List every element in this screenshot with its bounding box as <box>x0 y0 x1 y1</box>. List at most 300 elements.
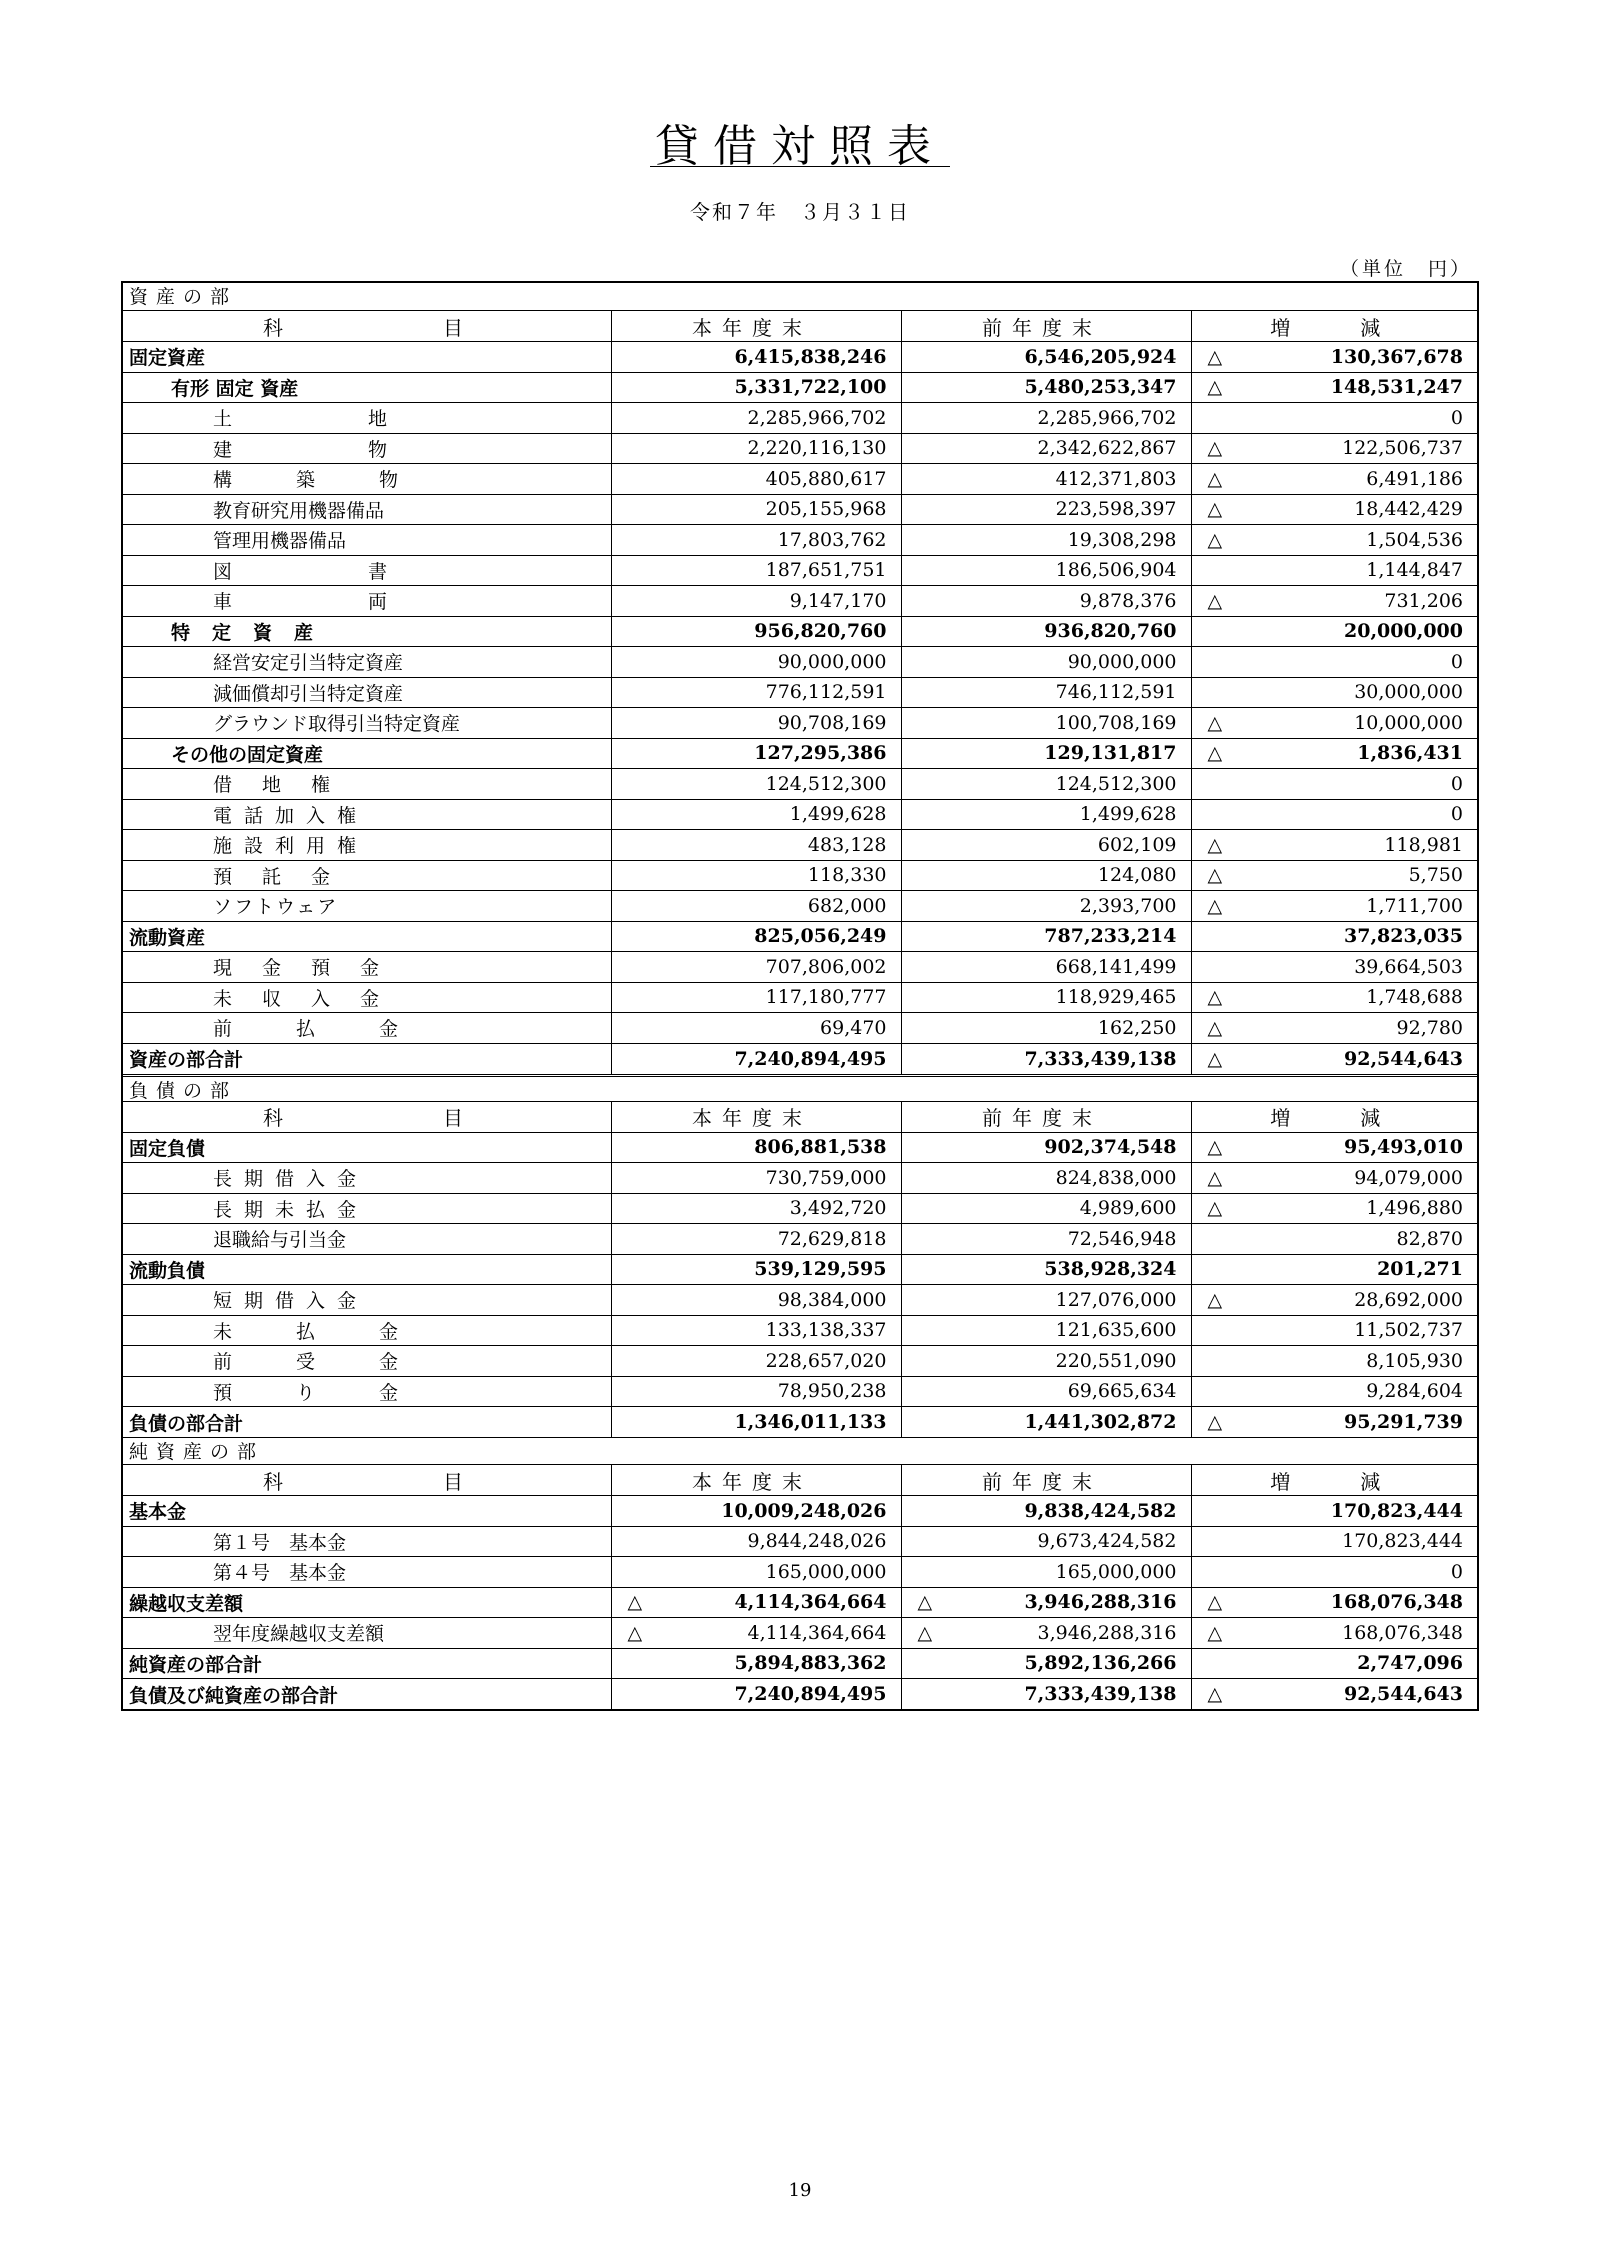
decrease-mark: △ <box>1207 1047 1223 1070</box>
table-cell: 5,331,722,100 <box>611 372 901 403</box>
decrease-mark: △ <box>1207 1136 1223 1159</box>
table-cell: その他の固定資産 <box>123 738 611 769</box>
header-account <box>123 1102 611 1133</box>
table-cell <box>1191 1163 1477 1194</box>
decrease-mark: △ <box>1207 345 1223 368</box>
cell-value: 9,844,248,026 <box>747 1530 887 1553</box>
table-cell: 118,330 <box>611 860 901 891</box>
table-cell: 127,076,000 <box>901 1285 1191 1316</box>
table-cell: 124,512,300 <box>611 769 901 800</box>
header-current: 本年度末 <box>611 1465 901 1496</box>
table-cell <box>611 1557 901 1588</box>
table-row <box>123 1224 1477 1255</box>
table-cell <box>1191 1132 1477 1163</box>
table-cell <box>1191 1587 1477 1618</box>
table-row <box>123 708 1477 739</box>
decrease-mark: △ <box>1207 894 1223 917</box>
table-cell: 1,499,628 <box>611 799 901 830</box>
cell-value: 7,240,894,495 <box>734 1683 887 1705</box>
cell-value: 3,946,288,316 <box>1037 1621 1177 1644</box>
table-row <box>123 952 1477 983</box>
decrease-mark: △ <box>917 1591 933 1614</box>
cell-value: 18,442,429 <box>1354 498 1463 521</box>
cell-value: 1,504,536 <box>1366 528 1463 551</box>
cell-value: 148,531,247 <box>1330 376 1463 399</box>
table-cell <box>901 1557 1191 1588</box>
table-cell <box>1191 494 1477 525</box>
table-cell: 78,950,238 <box>611 1376 901 1407</box>
decrease-mark: △ <box>1207 864 1223 887</box>
table-cell <box>1191 830 1477 861</box>
decrease-mark: △ <box>1207 1591 1223 1614</box>
cell-value: 6,491,186 <box>1366 467 1463 490</box>
decrease-mark: △ <box>1207 711 1223 734</box>
table-cell: 1,346,011,133 <box>611 1407 901 1438</box>
table-cell: 129,131,817 <box>901 738 1191 769</box>
table-cell: 7,240,894,495 <box>611 1043 901 1074</box>
table-cell: 787,233,214 <box>901 921 1191 952</box>
decrease-mark: △ <box>1207 1621 1223 1644</box>
table-row <box>123 403 1477 434</box>
table-row <box>123 1043 1477 1074</box>
table-cell <box>1191 464 1477 495</box>
table-cell <box>901 1618 1191 1649</box>
table-cell <box>901 1496 1191 1527</box>
table-cell: 72,629,818 <box>611 1224 901 1255</box>
table-cell: 228,657,020 <box>611 1346 901 1377</box>
table-row <box>123 1346 1477 1377</box>
table-cell: 有形 固定 資産 <box>123 372 611 403</box>
table-cell: 第１号 基本金 <box>123 1526 611 1557</box>
table-row <box>123 494 1477 525</box>
table-row <box>123 830 1477 861</box>
table-cell: 9,147,170 <box>611 586 901 617</box>
cell-value: 11,502,737 <box>1354 1319 1463 1342</box>
cell-value: 9,673,424,582 <box>1037 1530 1177 1553</box>
table-cell: 9,878,376 <box>901 586 1191 617</box>
table-cell: 124,512,300 <box>901 769 1191 800</box>
table-cell: 固定負債 <box>123 1132 611 1163</box>
table-cell: 824,838,000 <box>901 1163 1191 1194</box>
table-cell: 構築物 <box>123 464 611 495</box>
table-cell: 建物 <box>123 433 611 464</box>
cell-value: 165,000,000 <box>765 1560 887 1583</box>
table-cell: 預託金 <box>123 860 611 891</box>
table-cell <box>1191 891 1477 922</box>
table-row <box>123 1526 1477 1557</box>
decrease-mark: △ <box>1207 498 1223 521</box>
cell-value: 0 <box>1450 803 1463 826</box>
header-change: 増 減 <box>1191 311 1477 342</box>
table-cell: 72,546,948 <box>901 1224 1191 1255</box>
cell-value: 0 <box>1450 406 1463 429</box>
table-cell: 730,759,000 <box>611 1163 901 1194</box>
table-cell: 133,138,337 <box>611 1315 901 1346</box>
decrease-mark: △ <box>1207 1197 1223 1220</box>
table-cell: 90,000,000 <box>901 647 1191 678</box>
table-cell <box>1191 525 1477 556</box>
table-cell: 管理用機器備品 <box>123 525 611 556</box>
table-cell: 3,492,720 <box>611 1193 901 1224</box>
decrease-mark: △ <box>627 1591 643 1614</box>
cell-value: 0 <box>1450 1560 1463 1583</box>
header-previous: 前年度末 <box>901 1465 1191 1496</box>
cell-value: 122,506,737 <box>1342 437 1463 460</box>
table-cell <box>1191 860 1477 891</box>
cell-value: 1,711,700 <box>1366 894 1463 917</box>
table-cell: 固定資産 <box>123 342 611 373</box>
cell-value: 168,076,348 <box>1342 1621 1463 1644</box>
header-previous: 前年度末 <box>901 1102 1191 1133</box>
table-cell: 707,806,002 <box>611 952 901 983</box>
table-row <box>123 647 1477 678</box>
table-cell: 90,708,169 <box>611 708 901 739</box>
table-cell: 936,820,760 <box>901 616 1191 647</box>
cell-value: 目 <box>443 315 463 340</box>
cell-value: 30,000,000 <box>1354 681 1463 704</box>
table-cell: 483,128 <box>611 830 901 861</box>
table-cell: 4,989,600 <box>901 1193 1191 1224</box>
table-row <box>123 433 1477 464</box>
table-cell: 短期借入金 <box>123 1285 611 1316</box>
cell-value: 20,000,000 <box>1344 620 1463 643</box>
cell-value: 目 <box>443 1106 463 1130</box>
table-row <box>123 616 1477 647</box>
cell-value: 9,838,424,582 <box>1024 1499 1177 1522</box>
table-row <box>123 677 1477 708</box>
table-cell <box>1191 372 1477 403</box>
table-cell: 19,308,298 <box>901 525 1191 556</box>
table-cell: 未払金 <box>123 1315 611 1346</box>
table-cell: 2,393,700 <box>901 891 1191 922</box>
cell-value: 4,114,364,664 <box>747 1621 887 1644</box>
table-cell: 繰越収支差額 <box>123 1587 611 1618</box>
table-cell <box>1191 921 1477 952</box>
decrease-mark: △ <box>627 1621 643 1644</box>
table-cell: 基本金 <box>123 1496 611 1527</box>
table-cell: 土地 <box>123 403 611 434</box>
section-assets: 資産の部 <box>123 283 1477 311</box>
cell-value: 10,000,000 <box>1354 711 1463 734</box>
table-cell: 2,342,622,867 <box>901 433 1191 464</box>
cell-value: 92,544,643 <box>1344 1683 1463 1705</box>
decrease-mark: △ <box>1207 1288 1223 1311</box>
table-cell <box>1191 952 1477 983</box>
table-cell <box>611 1618 901 1649</box>
table-cell <box>1191 1679 1477 1710</box>
table-row <box>123 1407 1477 1438</box>
cell-value: 95,291,739 <box>1344 1411 1463 1433</box>
table-cell: 2,285,966,702 <box>611 403 901 434</box>
cell-value: 170,823,444 <box>1330 1499 1463 1522</box>
table-row <box>123 738 1477 769</box>
cell-value: 10,009,248,026 <box>721 1499 887 1522</box>
table-cell: 186,506,904 <box>901 555 1191 586</box>
cell-value: 5,750 <box>1408 864 1463 887</box>
header-row <box>123 1465 1477 1496</box>
decrease-mark: △ <box>1207 437 1223 460</box>
table-row <box>123 921 1477 952</box>
table-cell: 746,112,591 <box>901 677 1191 708</box>
title-underline <box>650 166 950 167</box>
table-cell <box>1191 769 1477 800</box>
page-number: 19 <box>788 2180 812 2201</box>
table-cell: 220,551,090 <box>901 1346 1191 1377</box>
report-date: 令和７年 ３月３１日 <box>690 200 910 224</box>
table-cell: 負債の部合計 <box>129 1412 244 1435</box>
table-cell: 69,665,634 <box>901 1376 1191 1407</box>
decrease-mark: △ <box>1207 1166 1223 1189</box>
cell-value: 2,747,096 <box>1357 1652 1463 1675</box>
table-cell <box>1191 738 1477 769</box>
table-cell <box>901 1648 1191 1679</box>
table-row <box>123 1496 1477 1527</box>
table-cell: 施設利用権 <box>123 830 611 861</box>
cell-value: 4,114,364,664 <box>734 1591 887 1614</box>
table-cell <box>1191 1376 1477 1407</box>
table-cell <box>1191 1648 1477 1679</box>
table-cell: 減価償却引当特定資産 <box>123 677 611 708</box>
table-row <box>123 1193 1477 1224</box>
page-title: 貸借対照表 <box>655 121 945 172</box>
table-cell <box>1191 1557 1477 1588</box>
table-cell: 7,333,439,138 <box>901 1043 1191 1074</box>
table-cell: 6,546,205,924 <box>901 342 1191 373</box>
table-row <box>123 342 1477 373</box>
cell-value: 5,892,136,266 <box>1024 1652 1177 1675</box>
table-row <box>123 586 1477 617</box>
cell-value: 170,823,444 <box>1342 1530 1463 1553</box>
table-cell <box>1191 1407 1477 1438</box>
table-row <box>123 1376 1477 1407</box>
table-cell: 前受金 <box>123 1346 611 1377</box>
table-cell: 経営安定引当特定資産 <box>123 647 611 678</box>
table-row <box>123 1618 1477 1649</box>
table-cell: 118,929,465 <box>901 982 1191 1013</box>
table-cell: 69,470 <box>611 1013 901 1044</box>
cell-value: 92,780 <box>1396 1016 1463 1039</box>
assets-table <box>123 311 1477 1074</box>
table-cell: 682,000 <box>611 891 901 922</box>
cell-value: 165,000,000 <box>1055 1560 1177 1583</box>
table-cell <box>1191 403 1477 434</box>
table-row <box>123 1132 1477 1163</box>
decrease-mark: △ <box>1207 833 1223 856</box>
table-cell <box>1191 586 1477 617</box>
table-cell: 90,000,000 <box>611 647 901 678</box>
table-row <box>123 1587 1477 1618</box>
decrease-mark: △ <box>1207 986 1223 1009</box>
table-cell: 1,441,302,872 <box>901 1407 1191 1438</box>
cell-value: 科 <box>263 1106 283 1130</box>
table-cell: 127,295,386 <box>611 738 901 769</box>
table-cell <box>1191 616 1477 647</box>
table-cell <box>1191 1224 1477 1255</box>
header-previous: 前年度末 <box>901 311 1191 342</box>
unit-label: （単位 円） <box>1340 258 1473 280</box>
cell-value: 118,981 <box>1384 833 1463 856</box>
table-cell: 6,415,838,246 <box>611 342 901 373</box>
table-cell <box>611 1526 901 1557</box>
table-cell: 流動資産 <box>123 921 611 952</box>
cell-value: 1,748,688 <box>1366 986 1463 1009</box>
table-cell: 100,708,169 <box>901 708 1191 739</box>
cell-value: 82,870 <box>1396 1227 1463 1250</box>
table-row <box>123 1285 1477 1316</box>
table-cell <box>1191 799 1477 830</box>
table-row <box>123 1163 1477 1194</box>
table-cell <box>1191 342 1477 373</box>
table-cell: 退職給与引当金 <box>123 1224 611 1255</box>
table-cell <box>611 1648 901 1679</box>
decrease-mark: △ <box>1207 467 1223 490</box>
net-assets-table <box>123 1465 1477 1709</box>
cell-value: 201,271 <box>1377 1258 1463 1281</box>
cell-value: 5,894,883,362 <box>734 1652 887 1675</box>
table-cell: 教育研究用機器備品 <box>123 494 611 525</box>
decrease-mark: △ <box>1207 1683 1223 1705</box>
table-cell: 長期未払金 <box>123 1193 611 1224</box>
table-cell: 205,155,968 <box>611 494 901 525</box>
cell-value: 92,544,643 <box>1344 1047 1463 1070</box>
table-cell: 412,371,803 <box>901 464 1191 495</box>
cell-value: 731,206 <box>1384 589 1463 612</box>
table-cell <box>1191 555 1477 586</box>
table-cell: 未収入金 <box>123 982 611 1013</box>
cell-value: 39,664,503 <box>1354 955 1463 978</box>
table-cell: 776,112,591 <box>611 677 901 708</box>
table-row <box>123 769 1477 800</box>
table-cell: 98,384,000 <box>611 1285 901 1316</box>
table-row <box>123 1254 1477 1285</box>
table-cell: 第４号 基本金 <box>123 1557 611 1588</box>
table-row <box>123 525 1477 556</box>
table-cell <box>1191 433 1477 464</box>
table-cell: 負債及び純資産の部合計 <box>123 1679 611 1710</box>
table-cell: 956,820,760 <box>611 616 901 647</box>
decrease-mark: △ <box>1207 1411 1223 1433</box>
cell-value: 0 <box>1450 772 1463 795</box>
table-cell: 純資産の部合計 <box>123 1648 611 1679</box>
decrease-mark: △ <box>1207 528 1223 551</box>
table-cell <box>901 1679 1191 1710</box>
table-cell <box>1191 1618 1477 1649</box>
section-liabilities: 負債の部 <box>123 1074 1477 1102</box>
table-cell: 902,374,548 <box>901 1132 1191 1163</box>
table-cell: 5,480,253,347 <box>901 372 1191 403</box>
decrease-mark: △ <box>1207 742 1223 765</box>
cell-value: 9,284,604 <box>1366 1380 1463 1403</box>
table-cell: グラウンド取得引当特定資産 <box>123 708 611 739</box>
table-cell: 162,250 <box>901 1013 1191 1044</box>
table-cell: 124,080 <box>901 860 1191 891</box>
table-cell: 図書 <box>123 555 611 586</box>
table-cell: 流動負債 <box>123 1254 611 1285</box>
decrease-mark: △ <box>1207 589 1223 612</box>
table-cell: 117,180,777 <box>611 982 901 1013</box>
table-cell: 前払金 <box>123 1013 611 1044</box>
table-cell: 資産の部合計 <box>129 1049 244 1071</box>
cell-value: 1,496,880 <box>1366 1197 1463 1220</box>
decrease-mark: △ <box>1207 376 1223 399</box>
section-net-assets: 純資産の部 <box>123 1437 1477 1465</box>
table-row <box>123 464 1477 495</box>
table-cell: 668,141,499 <box>901 952 1191 983</box>
table-cell <box>901 1526 1191 1557</box>
cell-value: 37,823,035 <box>1344 925 1463 948</box>
header-row <box>123 1102 1477 1133</box>
table-cell <box>611 1587 901 1618</box>
table-cell <box>1191 1285 1477 1316</box>
cell-value: 目 <box>443 1469 463 1494</box>
cell-value: 0 <box>1450 650 1463 673</box>
table-cell <box>1191 982 1477 1013</box>
header-row <box>123 311 1477 342</box>
table-cell: 現金預金 <box>123 952 611 983</box>
table-cell <box>901 1587 1191 1618</box>
table-cell: 539,129,595 <box>611 1254 901 1285</box>
table-cell: 預り金 <box>123 1376 611 1407</box>
table-cell: 602,109 <box>901 830 1191 861</box>
table-cell: 806,881,538 <box>611 1132 901 1163</box>
table-cell <box>1191 708 1477 739</box>
table-cell <box>1191 677 1477 708</box>
cell-value: 科 <box>263 315 283 340</box>
header-account <box>123 311 611 342</box>
cell-value: 1,144,847 <box>1366 559 1463 582</box>
table-cell <box>1191 1193 1477 1224</box>
table-row <box>123 1557 1477 1588</box>
table-row <box>123 1315 1477 1346</box>
header-change: 増 減 <box>1191 1102 1477 1133</box>
table-cell <box>1191 1043 1477 1074</box>
table-cell <box>1191 647 1477 678</box>
cell-value: 130,367,678 <box>1330 345 1463 368</box>
table-cell <box>1191 1496 1477 1527</box>
table-cell <box>1191 1526 1477 1557</box>
table-cell <box>611 1679 901 1710</box>
decrease-mark: △ <box>917 1621 933 1644</box>
table-cell: 2,220,116,130 <box>611 433 901 464</box>
table-cell <box>1191 1315 1477 1346</box>
liabilities-table <box>123 1102 1477 1438</box>
table-row <box>123 1013 1477 1044</box>
cell-value: 1,836,431 <box>1357 742 1463 765</box>
table-cell: 2,285,966,702 <box>901 403 1191 434</box>
header-current: 本年度末 <box>611 311 901 342</box>
table-cell: 車両 <box>123 586 611 617</box>
header-current: 本年度末 <box>611 1102 901 1133</box>
table-row <box>123 1648 1477 1679</box>
cell-value: 168,076,348 <box>1330 1591 1463 1614</box>
cell-value: 科 <box>263 1469 283 1494</box>
table-row <box>123 555 1477 586</box>
cell-value: 7,333,439,138 <box>1024 1683 1177 1705</box>
cell-value: 95,493,010 <box>1344 1136 1463 1159</box>
table-row <box>123 860 1477 891</box>
table-row <box>123 1679 1477 1710</box>
table-cell: 1,499,628 <box>901 799 1191 830</box>
table-cell: 17,803,762 <box>611 525 901 556</box>
table-cell <box>1191 1346 1477 1377</box>
table-cell: 電話加入権 <box>123 799 611 830</box>
table-cell: 405,880,617 <box>611 464 901 495</box>
table-cell: ソフトウェア <box>123 891 611 922</box>
cell-value: 3,946,288,316 <box>1024 1591 1177 1614</box>
table-cell: 121,635,600 <box>901 1315 1191 1346</box>
decrease-mark: △ <box>1207 1016 1223 1039</box>
cell-value: 28,692,000 <box>1354 1288 1463 1311</box>
